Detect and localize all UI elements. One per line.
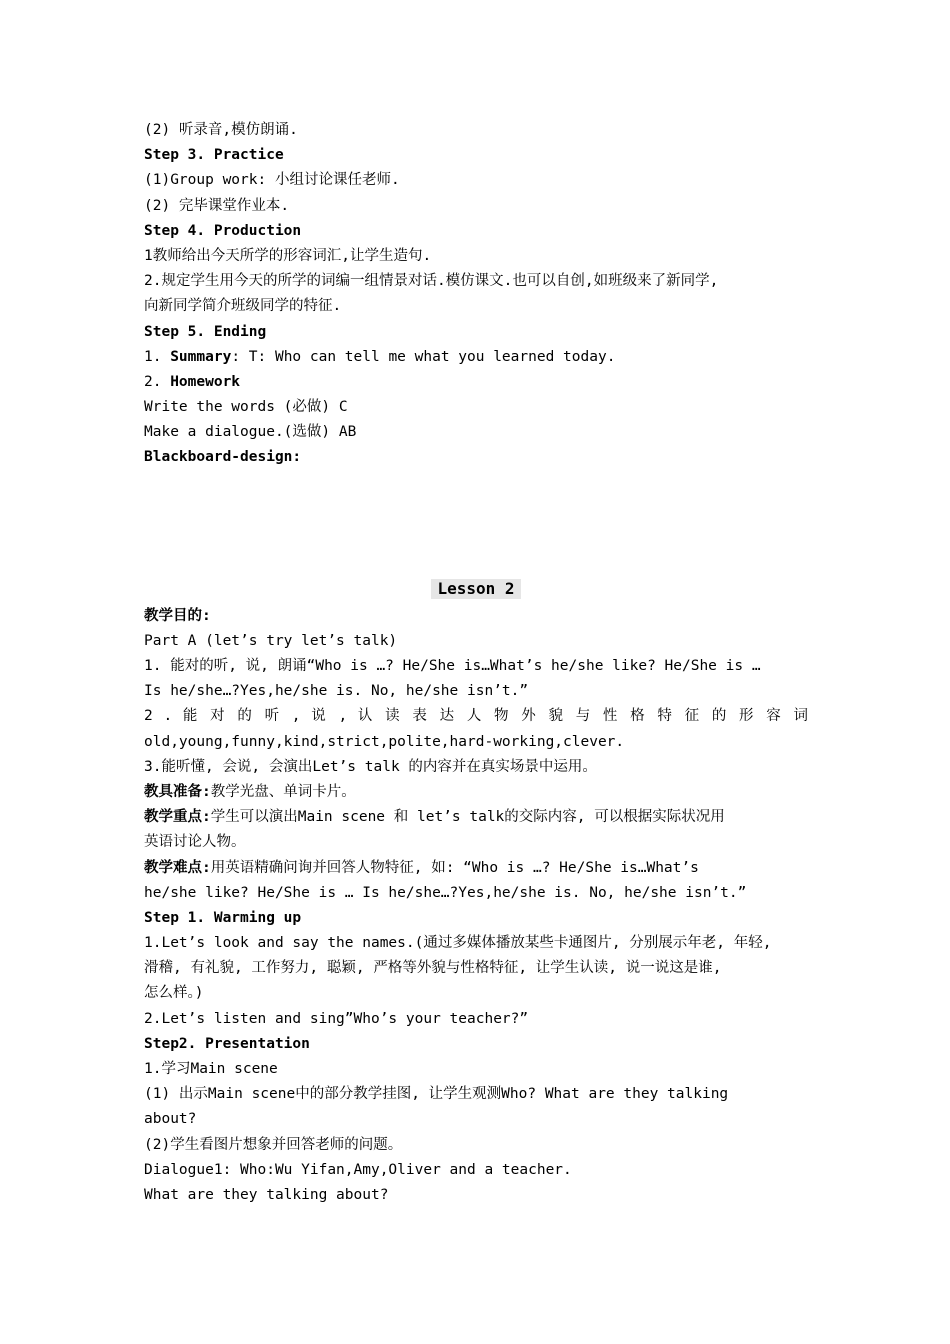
text-line: he/she like? He/She is … Is he/she…?Yes,he/she is. No, he/she isn’t.” [144, 884, 747, 901]
prep-text: 教学光盘、单词卡片。 [210, 783, 356, 800]
key-text: 学生可以演出Main scene 和 let’s talk的交际内容, 可以根据实际状况用 [210, 809, 725, 826]
difficulty-text: 用英语精确问询并回答人物特征, 如: “Who is …? He/She is…What’s [210, 859, 699, 876]
homework-label: Homework [170, 373, 241, 390]
text-line: 1教师给出今天所学的形容词汇,让学生造句. [144, 247, 432, 264]
summary-number: 1. [144, 348, 171, 365]
text-line: Is he/she…?Yes,he/she is. No, he/she isn’t.” [144, 683, 529, 700]
difficulty-label: 教学难点: [144, 859, 211, 876]
blank-space [144, 471, 808, 572]
text-line: old,young,funny,kind,strict,polite,hard-working,clever. [144, 733, 625, 750]
text-line: Dialogue1: Who:Wu Yifan,Amy,Oliver and a teacher. [144, 1161, 572, 1178]
text-line: What are they talking about? [144, 1186, 389, 1203]
text-line: 怎么样。) [144, 985, 204, 1002]
text-line: (2) 完毕课堂作业本. [144, 197, 290, 214]
text-line: 滑稽, 有礼貌, 工作努力, 聪颖, 严格等外貌与性格特征, 让学生认读, 说一说这是谁, [144, 960, 722, 977]
key-label: 教学重点: [144, 809, 211, 826]
text-line: 1.Let’s look and say the names.(通过多媒体播放某些卡通图片, 分别展示年老, 年轻, [144, 935, 772, 952]
text-line: 2.Let’s listen and sing”Who’s your teacher?” [144, 1010, 529, 1027]
text-line: about? [144, 1111, 197, 1128]
text-line: 2.规定学生用今天的所学的词编一组情景对话.模仿课文.也可以自创,如班级来了新同学, [144, 273, 719, 290]
difficulty-line [144, 856, 808, 881]
lesson-title: Lesson 2 [431, 579, 520, 599]
step-heading: Step 3. Practice [144, 147, 284, 164]
text-line: 1.学习Main scene [144, 1061, 278, 1077]
document-body [144, 118, 808, 1208]
lesson-title-wrap [144, 574, 808, 604]
text-line: (2)学生看图片想象并回答老师的问题。 [144, 1136, 403, 1153]
text-line: 向新同学简介班级同学的特征. [144, 298, 342, 315]
summary-label: Summary [170, 348, 232, 365]
objectives-label: 教学目的: [144, 607, 211, 624]
step-heading: Step 1. Warming up [144, 909, 302, 926]
text-line: Make a dialogue.(选做) AB [144, 424, 357, 441]
homework-line [144, 370, 808, 395]
text-line: Part A (let’s try let’s talk) [144, 632, 398, 649]
text-line: Write the words (必做) C [144, 399, 348, 416]
summary-line [144, 345, 808, 370]
blackboard-heading: Blackboard-design: [144, 449, 302, 466]
step-heading: Step 4. Production [144, 222, 302, 239]
text-line: 英语讨论人物。 [144, 834, 246, 851]
summary-text: : T: Who can tell me what you learned today. [231, 348, 616, 365]
text-line: 2 . 能 对 的 听 , 说 , 认 读 表 达 人 物 外 貌 与 性 格 特 征 的 形 容 词 [144, 708, 808, 725]
homework-number: 2. [144, 373, 171, 390]
text-line: (1)Group work: 小组讨论课任老师. [144, 172, 400, 189]
text-line: 3.能听懂, 会说, 会演出Let’s talk 的内容并在真实场景中运用。 [144, 758, 597, 775]
text-line: (2) 听录音,模仿朗诵. [144, 122, 298, 138]
prep-line [144, 780, 808, 805]
step-heading: Step 5. Ending [144, 323, 267, 340]
text-line: (1) 出示Main scene中的部分教学挂图, 让学生观测Who? What are they talking [144, 1086, 729, 1103]
key-line [144, 805, 808, 830]
text-line: 1. 能对的听, 说, 朗诵“Who is …? He/She is…What’s he/she like? He/She is … [144, 658, 761, 674]
prep-label: 教具准备: [144, 783, 211, 800]
step-heading: Step2. Presentation [144, 1035, 310, 1052]
